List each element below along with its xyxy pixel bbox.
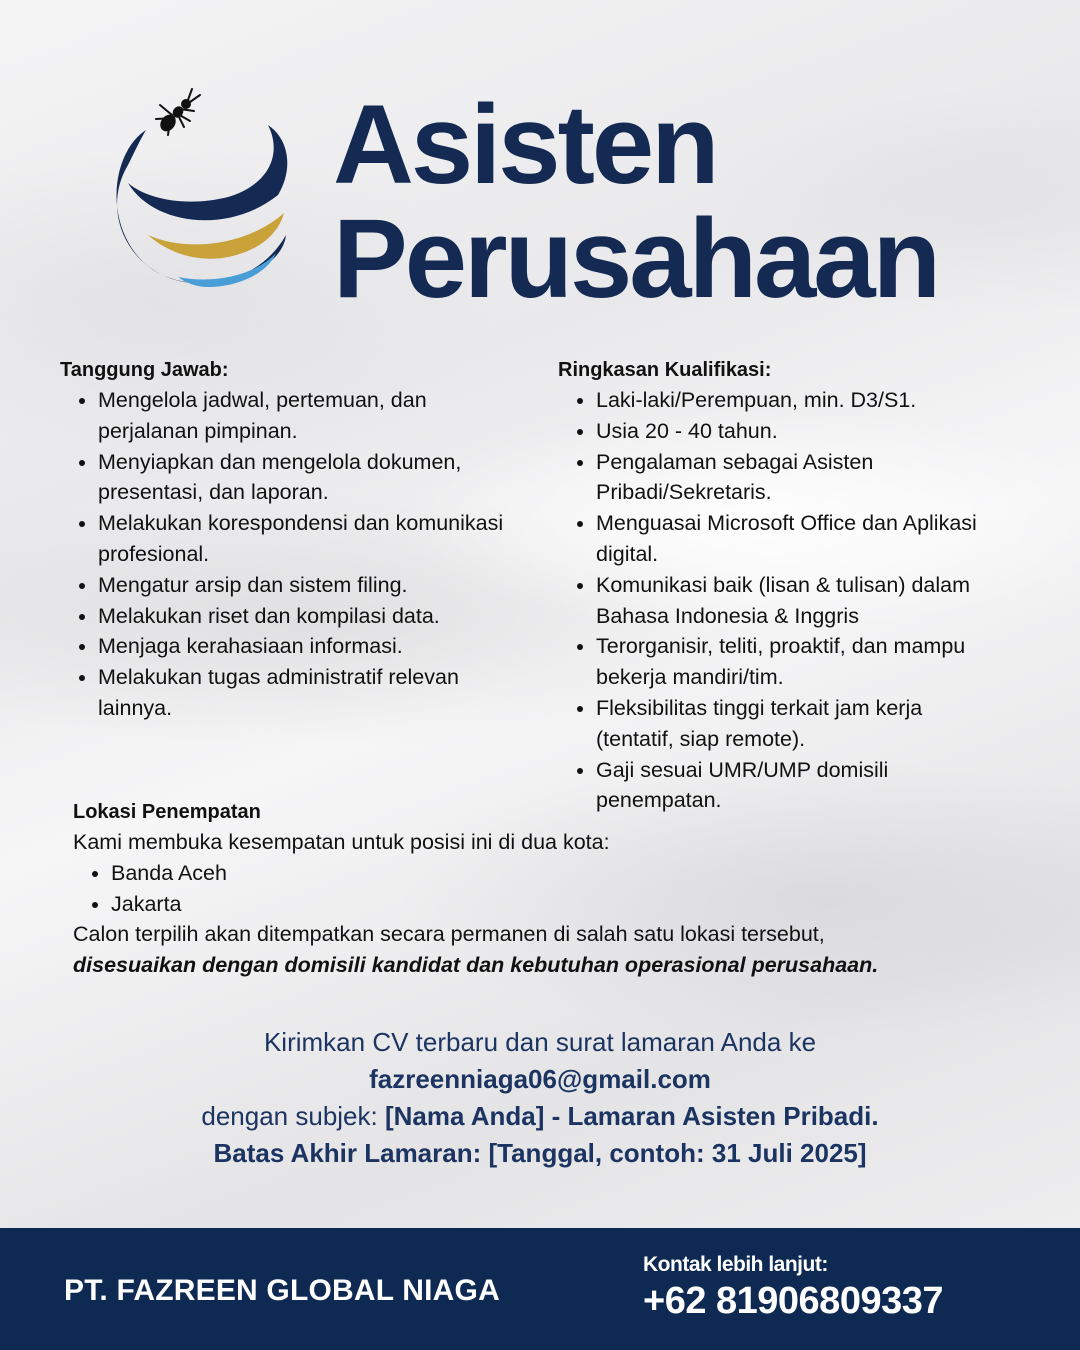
logo-blue-band [178, 253, 276, 287]
list-item: • Mengatur arsip dan sistem filing. [98, 570, 520, 601]
deadline-text: Batas Akhir Lamaran: [Tanggal, contoh: 31 Juli 2025] [213, 1138, 867, 1168]
list-item: • Melakukan riset dan kompilasi data. [98, 601, 520, 632]
company-name: PT. FAZREEN GLOBAL NIAGA [64, 1274, 500, 1307]
title-line-2: Perusahaan [333, 196, 938, 321]
list-item: • Banda Aceh [111, 858, 1033, 889]
cities-list [73, 858, 1033, 920]
list-item: • Usia 20 - 40 tahun. [596, 416, 998, 447]
responsibilities-section [60, 355, 520, 724]
title-line-1: Asisten [333, 82, 717, 207]
contact-label: Kontak lebih lanjut: [643, 1253, 828, 1276]
location-section [73, 797, 1033, 981]
application-section [0, 1024, 1080, 1172]
location-heading: Lokasi Penempatan [73, 801, 261, 823]
list-item: • Melakukan tugas administratif relevan lainnya. [98, 662, 520, 724]
logo-gold-band [148, 213, 284, 259]
logo-ant [156, 89, 200, 135]
list-item: • Jakarta [111, 889, 1033, 920]
list-item: • Menyiapkan dan mengelola dokumen, presentasi, dan laporan. [98, 447, 520, 509]
ant-swoosh-logo-icon [108, 85, 298, 300]
list-item: • Fleksibilitas tinggi terkait jam kerja (tentatif, siap remote). [596, 693, 998, 755]
location-note: Calon terpilih akan ditempatkan secara permanen di salah satu lokasi tersebut, [73, 922, 825, 947]
apply-email-link[interactable]: fazreenniaga06@gmail.com [369, 1064, 711, 1094]
list-item: • Menjaga kerahasiaan informasi. [98, 631, 520, 662]
list-item: • Komunikasi baik (lisan & tulisan) dalam Bahasa Indonesia & Inggris [596, 570, 998, 632]
location-note-emphasis: disesuaikan dengan domisili kandidat dan kebutuhan operasional perusahaan. [73, 953, 879, 978]
contact-phone-link[interactable]: +62 81906809337 [643, 1280, 943, 1322]
qualifications-heading: Ringkasan Kualifikasi: [558, 359, 772, 381]
responsibilities-list [60, 385, 520, 724]
subject-text: [Nama Anda] - Lamaran Asisten Pribadi. [384, 1101, 879, 1131]
logo-navy-swoosh-top [128, 125, 287, 220]
page-title [333, 82, 938, 321]
apply-subject-line [0, 1098, 1080, 1135]
qualifications-section [558, 355, 998, 816]
list-item: • Menguasai Microsoft Office dan Aplikasi digital. [596, 508, 998, 570]
list-item: • Laki-laki/Perempuan, min. D3/S1. [596, 385, 998, 416]
list-item: • Pengalaman sebagai Asisten Pribadi/Sekretaris. [596, 447, 998, 509]
list-item: • Mengelola jadwal, pertemuan, dan perjalanan pimpinan. [98, 385, 520, 447]
header [0, 0, 1080, 330]
list-item: • Gaji sesuai UMR/UMP domisili penempatan. [596, 755, 998, 817]
list-item: • Melakukan korespondensi dan komunikasi profesional. [98, 508, 520, 570]
location-intro: Kami membuka kesempatan untuk posisi ini di dua kota: [73, 830, 610, 854]
list-item: • Terorganisir, teliti, proaktif, dan mampu bekerja mandiri/tim. [596, 631, 998, 693]
apply-instruction: Kirimkan CV terbaru dan surat lamaran Anda ke [263, 1027, 817, 1057]
responsibilities-heading: Tanggung Jawab: [60, 359, 229, 381]
footer-bar [0, 1228, 1080, 1350]
qualifications-list [558, 385, 998, 816]
subject-prefix: dengan subjek: [201, 1101, 385, 1131]
